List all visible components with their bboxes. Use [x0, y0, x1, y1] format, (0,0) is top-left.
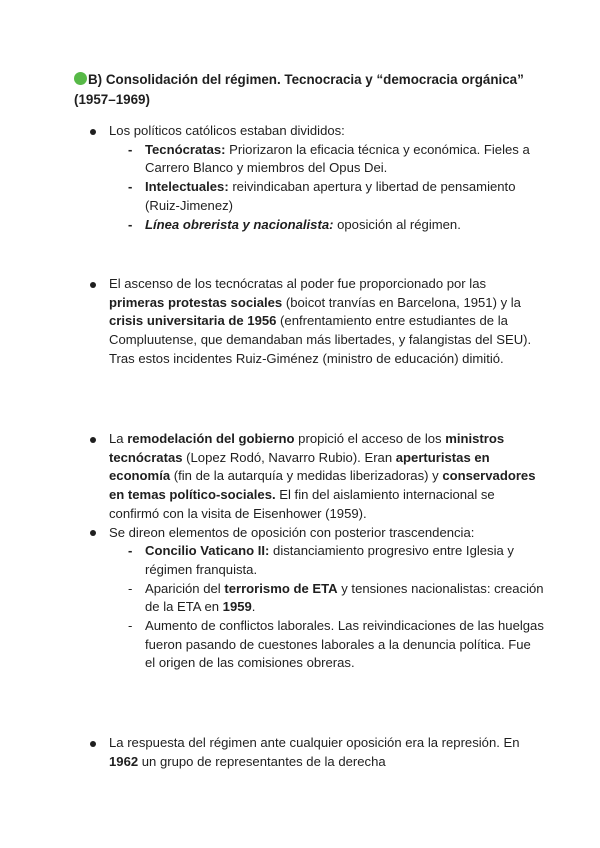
- green-circle-icon: [74, 72, 87, 85]
- list-item: Se direon elementos de oposición con posterior trascendencia:: [74, 524, 544, 543]
- bullet-ascenso-tecnocratas: [74, 275, 544, 369]
- sub-item-linea-obrerista: - Línea obrerista y nacionalista: oposición al régimen.: [128, 216, 461, 232]
- list-item: La remodelación del gobierno propició el acceso de los ministros tecnócratas (Lopez Rodó, Navarro Rubio). Eran aperturistas en economía (fin de la autarquía y medidas liberizadoras) y conservadores en temas político-sociales. El fin del aislamiento internacional se confirmó con la visita de Eisenhower (1959).: [74, 430, 544, 524]
- section-heading: [74, 70, 544, 109]
- section-heading-text: B) Consolidación del régimen. Tecnocracia y “democracia orgánica” (1957–1969): [74, 72, 524, 107]
- sub-item-conflictos: - Aumento de conflictos laborales. Las reivindicaciones de las huelgas fueron pasando de cuestones laborales a la denuncia política. Fue el origen de las comisiones obreras.: [128, 618, 544, 671]
- bullet-represion: [74, 734, 544, 771]
- sub-item-intelectuales: - Intelectuales: reivindicaban apertura y libertad de pensamiento (Ruiz-Jimenez): [128, 179, 516, 213]
- list-item: La respuesta del régimen ante cualquier oposición era la represión. En 1962 un grupo de representantes de la derecha: [74, 734, 544, 771]
- sub-item-concilio: - Concilio Vaticano II: distanciamiento progresivo entre Iglesia y régimen franquista.: [128, 543, 514, 577]
- sub-item-tecnocratas: - Tecnócratas: Priorizaron la eficacia técnica y económica. Fieles a Carrero Blanco y miembros del Opus Dei.: [128, 141, 530, 176]
- sub-item-eta: - Aparición del terrorismo de ETA y tensiones nacionalistas: creación de la ETA en 1959.: [128, 580, 544, 615]
- bullet-remodelacion: [74, 430, 544, 673]
- list-item: El ascenso de los tecnócratas al poder fue proporcionado por las primeras protestas sociales (boicot tranvías en Barcelona, 1951) y la crisis universitaria de 1956 (enfrentamiento entre estudiantes de la Compluutense, que demandaban más libertades, y falangistas del SEU). Tras estos incidentes Ruiz-Giménez (ministro de educación) dimitió.: [74, 275, 544, 369]
- bullet-catolicos: [74, 122, 544, 234]
- list-item: Los políticos católicos estaban divididos:: [74, 122, 544, 141]
